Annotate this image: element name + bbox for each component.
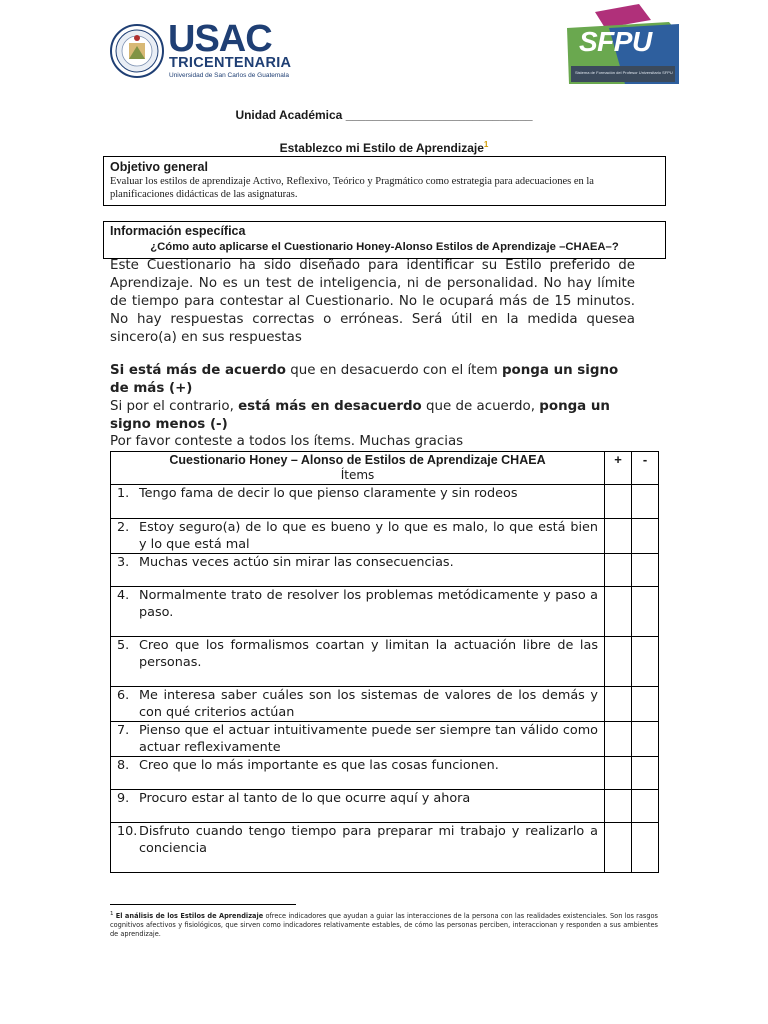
item-content bbox=[111, 823, 604, 857]
item-number: 5. bbox=[117, 638, 130, 653]
item-content bbox=[111, 554, 604, 572]
item-content bbox=[111, 587, 604, 621]
minus-answer-cell[interactable] bbox=[632, 637, 659, 687]
table-row bbox=[111, 722, 659, 757]
item-cell bbox=[111, 722, 605, 757]
objetivo-box bbox=[103, 156, 666, 206]
disagree-middle: que de acuerdo, bbox=[421, 399, 540, 414]
table-row bbox=[111, 519, 659, 554]
document-title bbox=[0, 140, 768, 155]
minus-answer-cell[interactable] bbox=[632, 519, 659, 554]
item-number: 7. bbox=[117, 723, 130, 738]
table-row bbox=[111, 687, 659, 722]
table-header-plus bbox=[605, 452, 632, 485]
table-header-items bbox=[111, 452, 605, 485]
item-text: Creo que lo más importante es que las cosas funcionen. bbox=[139, 758, 499, 773]
item-text: Creo que los formalismos coartan y limitan la actuación libre de las personas. bbox=[139, 638, 598, 670]
item-text: Pienso que el actuar intuitivamente puede ser siempre tan válido como actuar reflexivamente bbox=[139, 723, 598, 755]
document-title-text: Establezco mi Estilo de Aprendizaje bbox=[279, 141, 484, 155]
table-row bbox=[111, 823, 659, 873]
minus-sign-label: - bbox=[642, 452, 648, 467]
usac-title: USAC bbox=[168, 18, 272, 60]
item-number: 1. bbox=[117, 486, 130, 501]
item-cell bbox=[111, 757, 605, 790]
disagree-bold-1: está más en desacuerdo bbox=[238, 399, 422, 414]
minus-answer-cell[interactable] bbox=[632, 554, 659, 587]
informacion-question: ¿Cómo auto aplicarse el Cuestionario Honey-Alonso Estilos de Aprendizaje –CHAEA–? bbox=[150, 241, 619, 253]
university-seal-icon bbox=[110, 24, 164, 78]
item-text: Procuro estar al tanto de lo que ocurre aquí y ahora bbox=[139, 791, 471, 806]
item-cell bbox=[111, 790, 605, 823]
intro-paragraph: Este Cuestionario ha sido diseñado para identificar su Estilo preferido de Aprendizaje. No es un test de inteligencia, ni de personalidad. No hay límite de tiempo para contestar al Cuestionario. No le ocupará más de 15 minutos. No hay respuestas correctas o erróneas. Será útil en la medida quesea sincero(a) en sus respuestas bbox=[110, 258, 635, 345]
minus-answer-cell[interactable] bbox=[632, 587, 659, 637]
item-cell bbox=[111, 519, 605, 554]
plus-sign-label: + bbox=[614, 452, 622, 467]
minus-answer-cell[interactable] bbox=[632, 757, 659, 790]
table-row bbox=[111, 485, 659, 519]
table-header-subtitle: Ítems bbox=[340, 468, 375, 482]
footnote-text: ofrece indicadores que ayudan a guiar las interacciones de la persona con las realidades existenciales. Son los rasgos cognitivos afectivos y fisiológicos, que sirven como indicadores relativamente estables, de cómo las personas perciben, interaccionan y responden a sus ambientes de aprendizaje. bbox=[110, 912, 658, 939]
disagree-instruction bbox=[110, 398, 635, 434]
item-text: Disfruto cuando tengo tiempo para preparar mi trabajo y realizarlo a conciencia bbox=[139, 824, 598, 856]
item-number: 8. bbox=[117, 758, 130, 773]
item-content bbox=[111, 722, 604, 756]
item-number: 4. bbox=[117, 588, 130, 603]
unidad-academica-label: Unidad Académica ____________________________ bbox=[235, 108, 533, 122]
item-number: 10. bbox=[117, 824, 138, 839]
usac-subtitle: TRICENTENARIA bbox=[169, 55, 292, 71]
objetivo-heading: Objetivo general bbox=[110, 160, 208, 174]
item-number: 9. bbox=[117, 791, 130, 806]
item-cell bbox=[111, 687, 605, 722]
plus-answer-cell[interactable] bbox=[605, 823, 632, 873]
agree-instruction bbox=[110, 362, 635, 398]
table-header-row bbox=[111, 452, 659, 485]
item-content bbox=[111, 485, 604, 503]
informacion-heading: Información específica bbox=[110, 224, 246, 238]
item-content bbox=[111, 519, 604, 553]
plus-answer-cell[interactable] bbox=[605, 554, 632, 587]
item-cell bbox=[111, 823, 605, 873]
item-cell bbox=[111, 637, 605, 687]
item-content bbox=[111, 687, 604, 721]
minus-answer-cell[interactable] bbox=[632, 687, 659, 722]
item-number: 6. bbox=[117, 688, 130, 703]
item-text: Normalmente trato de resolver los problemas metódicamente y paso a paso. bbox=[139, 588, 598, 620]
sfpu-logo bbox=[565, 4, 681, 88]
table-row bbox=[111, 554, 659, 587]
item-content bbox=[111, 637, 604, 671]
objetivo-text: Evaluar los estilos de aprendizaje Activo, Reflexivo, Teórico y Pragmático como estrategia para adecuaciones en la planificaciones didácticas de las asignaturas. bbox=[110, 176, 594, 200]
item-text: Muchas veces actúo sin mirar las consecuencias. bbox=[139, 555, 454, 570]
plus-answer-cell[interactable] bbox=[605, 519, 632, 554]
informacion-box bbox=[103, 221, 666, 259]
item-text: Me interesa saber cuáles son los sistemas de valores de los demás y con qué criterios actúan bbox=[139, 688, 598, 720]
item-content bbox=[111, 790, 604, 808]
plus-answer-cell[interactable] bbox=[605, 587, 632, 637]
table-header-title: Cuestionario Honey – Alonso de Estilos de Aprendizaje CHAEA bbox=[169, 453, 546, 467]
footnote-mark: 1 bbox=[110, 911, 114, 917]
plus-answer-cell[interactable] bbox=[605, 722, 632, 757]
chaea-questionnaire-table bbox=[110, 451, 659, 873]
item-cell bbox=[111, 485, 605, 519]
table-row bbox=[111, 587, 659, 637]
item-number: 3. bbox=[117, 555, 130, 570]
title-footnote-mark[interactable]: 1 bbox=[483, 140, 489, 149]
plus-answer-cell[interactable] bbox=[605, 687, 632, 722]
minus-answer-cell[interactable] bbox=[632, 722, 659, 757]
disagree-bold-2: ponga un signo menos (-) bbox=[110, 399, 610, 432]
plus-answer-cell[interactable] bbox=[605, 757, 632, 790]
item-content bbox=[111, 757, 604, 775]
agree-bold-1: Si está más de acuerdo bbox=[110, 363, 286, 378]
table-row bbox=[111, 790, 659, 823]
minus-answer-cell[interactable] bbox=[632, 823, 659, 873]
sfpu-logo-text: SFPU bbox=[579, 26, 652, 57]
item-text: Estoy seguro(a) de lo que es bueno y lo que es malo, lo que está bien y lo que está mal bbox=[139, 520, 598, 552]
footnote-separator bbox=[110, 904, 296, 905]
item-number: 2. bbox=[117, 520, 130, 535]
agree-middle: que en desacuerdo con el ítem bbox=[285, 363, 502, 378]
usac-logo bbox=[110, 18, 292, 82]
minus-answer-cell[interactable] bbox=[632, 790, 659, 823]
disagree-pre: Si por el contrario, bbox=[110, 399, 239, 414]
closing-text: Por favor conteste a todos los ítems. Muchas gracias bbox=[110, 434, 464, 449]
item-cell bbox=[111, 554, 605, 587]
table-row bbox=[111, 757, 659, 790]
sfpu-small-text: Sistema de Formación del Profesor Universitario SFPU bbox=[575, 70, 673, 75]
usac-university-name: Universidad de San Carlos de Guatemala bbox=[169, 72, 289, 79]
agree-bold-2: ponga un signo de más (+) bbox=[110, 363, 619, 396]
item-text: Tengo fama de decir lo que pienso claramente y sin rodeos bbox=[139, 486, 518, 501]
minus-answer-cell[interactable] bbox=[632, 485, 659, 519]
item-cell bbox=[111, 587, 605, 637]
footnote-bold: El análisis de los Estilos de Aprendizaje bbox=[115, 912, 264, 921]
footnote bbox=[110, 910, 658, 939]
plus-answer-cell[interactable] bbox=[605, 790, 632, 823]
table-row bbox=[111, 637, 659, 687]
table-header-minus bbox=[632, 452, 659, 485]
plus-answer-cell[interactable] bbox=[605, 637, 632, 687]
plus-answer-cell[interactable] bbox=[605, 485, 632, 519]
